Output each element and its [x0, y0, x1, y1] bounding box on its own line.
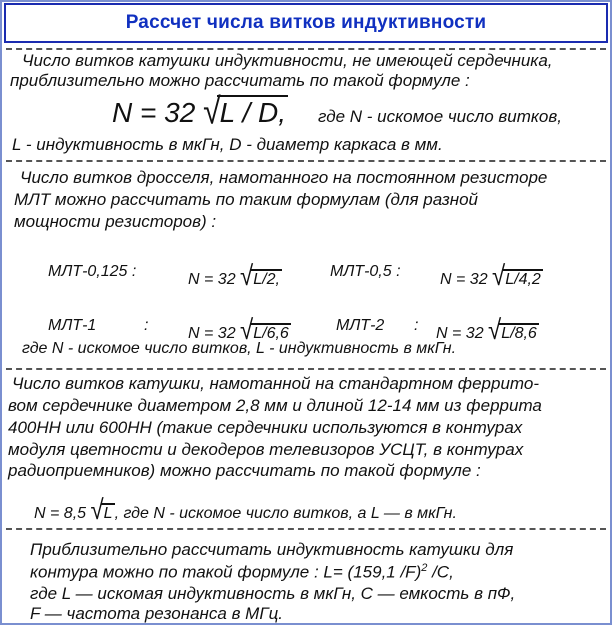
- text-line: приблизительно можно рассчитать по такой формуле :: [10, 71, 470, 90]
- section-divider: [6, 368, 606, 370]
- sqrt-sign-icon: √: [240, 260, 254, 292]
- resistor-type-label: МЛТ-2: [336, 317, 385, 334]
- text-line: модуля цветности и декодеров телевизоров УСЦТ, в контурах: [8, 440, 524, 459]
- sqrt-sign-icon: √: [488, 314, 502, 346]
- resistor-type-label: МЛТ-0,5 :: [330, 263, 401, 280]
- formula-radicand: L/2,: [250, 269, 282, 289]
- formula-ferrite: [34, 494, 457, 526]
- formula-lhs: N = 32: [188, 271, 236, 288]
- text-line: где N - искомое число витков, L - индуктивность в мкГн.: [22, 340, 457, 357]
- formula-description: где N - искомое число витков,: [318, 107, 562, 126]
- sqrt-sign-icon: √: [492, 260, 506, 292]
- label-colon: :: [414, 317, 419, 334]
- formula-description: , где N - искомое число витков, а L — в мкГн.: [114, 505, 457, 522]
- section-divider: [6, 48, 606, 50]
- text-line: радиоприемников) можно рассчитать по такой формуле :: [8, 461, 481, 480]
- formula-mlt-0125: [188, 260, 282, 292]
- title-box: [4, 3, 608, 43]
- resistor-type-label: МЛТ-1: [48, 317, 97, 334]
- text-line: Число витков катушки индуктивности, не имеющей сердечника,: [22, 51, 553, 70]
- text-line: вом сердечнике диаметром 2,8 мм и длиной 12-14 мм из феррита: [8, 396, 542, 415]
- text-line: 400НН или 600НН (такие сердечники используются в контурах: [8, 418, 523, 437]
- formula-radicand: L: [101, 503, 115, 523]
- formula-mlt-05: [440, 260, 543, 292]
- formula-radicand: L/8,6: [498, 323, 539, 343]
- formula-radicand: L / D,: [217, 95, 288, 129]
- formula-air-core: [112, 90, 288, 132]
- formula-lhs: N = 32: [188, 325, 236, 342]
- sqrt-sign-icon: √: [90, 494, 104, 526]
- formula-inductance: [30, 562, 454, 583]
- resistor-type-label: МЛТ-0,125 :: [48, 263, 137, 280]
- formula-lhs: N = 32: [440, 271, 488, 288]
- label-colon: :: [144, 317, 149, 334]
- page-title: Рассчет числа витков индуктивности: [125, 12, 487, 33]
- text-line: Число витков катушки, намотанной на стандартном феррито-: [12, 374, 539, 393]
- text-line: F — частота резонанса в МГц.: [30, 604, 284, 623]
- formula-lhs: N = 8,5: [34, 505, 87, 522]
- section-divider: [6, 160, 606, 162]
- formula-radicand: L/4,2: [502, 269, 543, 289]
- formula-radicand: L/6,6: [250, 323, 291, 343]
- text-line: Приблизительно рассчитать индуктивность катушки для: [30, 540, 514, 559]
- text-line: мощности резисторов) :: [14, 212, 217, 231]
- text-line: Число витков дросселя, намотанного на постоянном резисторе: [20, 168, 548, 187]
- text-line: где L — искомая индуктивность в мкГн, С — емкость в пФ,: [30, 584, 516, 603]
- sqrt-sign-icon: √: [240, 314, 254, 346]
- formula-lhs: N = 32: [436, 325, 484, 342]
- sqrt-sign-icon: √: [203, 90, 221, 132]
- section-divider: [6, 528, 606, 530]
- text-line: МЛТ можно рассчитать по таким формулам (для разной: [14, 190, 479, 209]
- formula-text: /С,: [427, 562, 454, 582]
- formula-lhs: N = 32: [112, 97, 196, 128]
- formula-text: контура можно по такой формуле : L= (159,1 /F): [30, 562, 422, 582]
- text-line: L - индуктивность в мкГн, D - диаметр каркаса в мм.: [12, 135, 443, 154]
- formula-exponent: 2: [421, 562, 428, 574]
